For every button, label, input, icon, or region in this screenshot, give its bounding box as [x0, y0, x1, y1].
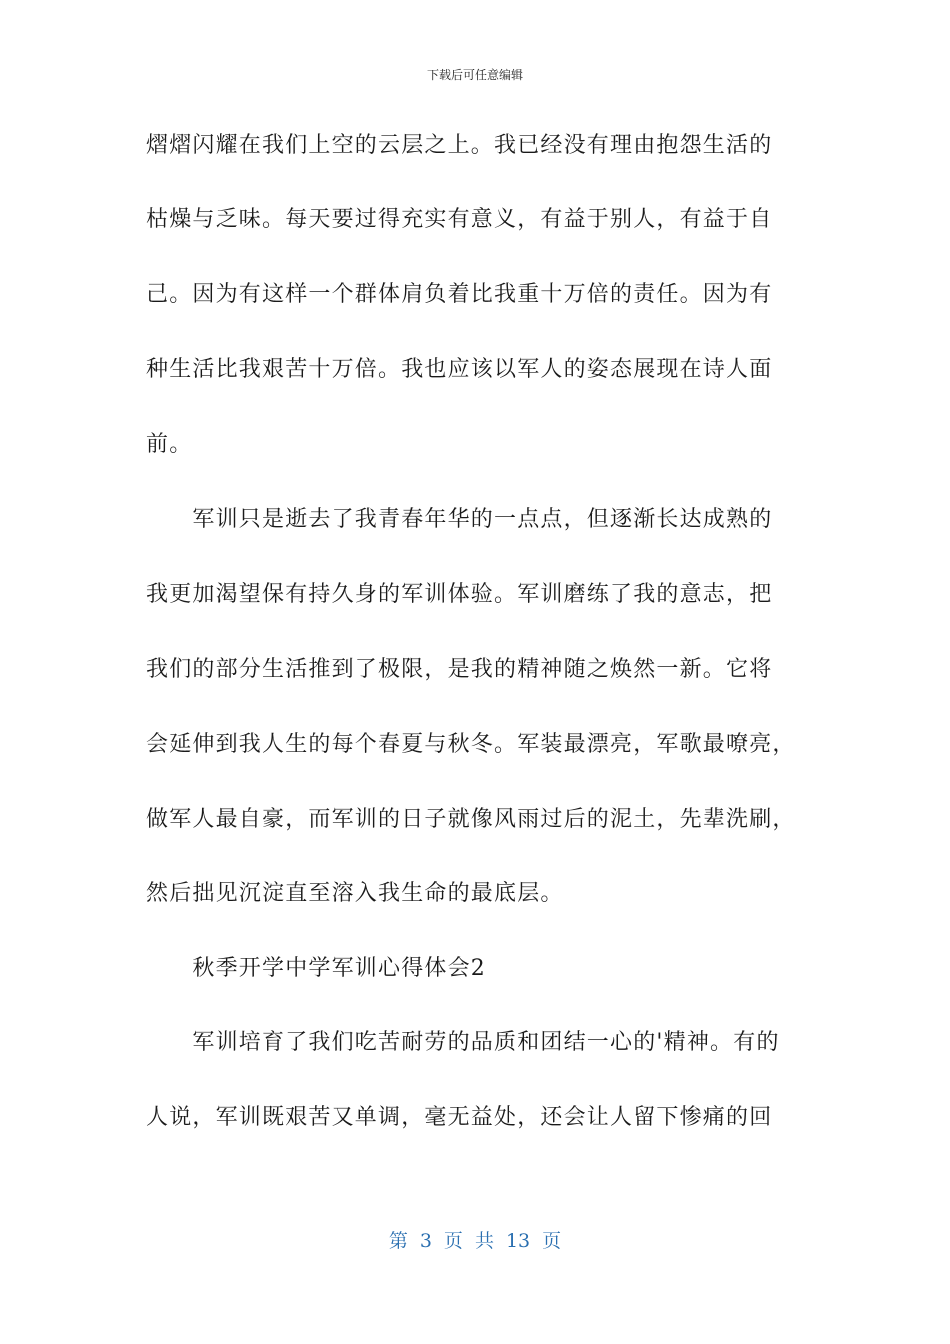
body-line: 人说，军训既艰苦又单调，毫无益处，还会让人留下惨痛的回 — [146, 1105, 773, 1130]
body-line: 军训培育了我们吃苦耐劳的品质和团结一心的'精神。有的 — [146, 1030, 780, 1055]
body-line: 熠熠闪耀在我们上空的云层之上。我已经没有理由抱怨生活的 — [146, 133, 773, 158]
body-line: 我们的部分生活推到了极限，是我的精神随之焕然一新。它将 — [146, 657, 773, 682]
body-line: 会延伸到我人生的每个春夏与秋冬。军装最漂亮，军歌最嘹亮， — [146, 732, 796, 757]
body-line: 做军人最自豪，而军训的日子就像风雨过后的泥土，先辈洗刷， — [146, 807, 796, 832]
header-note: 下载后可任意编辑 — [426, 68, 523, 82]
body-line: 种生活比我艰苦十万倍。我也应该以军人的姿态展现在诗人面 — [146, 357, 773, 382]
body-line: 然后拙见沉淀直至溶入我生命的最底层。 — [146, 881, 564, 906]
body-line: 前。 — [146, 432, 193, 457]
body-line: 我更加渴望保有持久身的军训体验。军训磨练了我的意志，把 — [146, 582, 773, 607]
current-page-number: 3 — [419, 1230, 432, 1252]
footer-suffix: 页 — [542, 1230, 562, 1252]
total-page-count: 13 — [505, 1230, 531, 1252]
body-line: 己。因为有这样一个群体肩负着比我重十万倍的责任。因为有 — [146, 282, 773, 307]
section-heading: 秋季开学中学军训心得体会2 — [146, 956, 486, 981]
page-number-footer — [0, 1226, 950, 1253]
body-line: 军训只是逝去了我青春年华的一点点，但逐渐长达成熟的 — [146, 507, 773, 532]
footer-middle: 页 共 — [443, 1230, 494, 1252]
footer-prefix: 第 — [388, 1230, 408, 1252]
body-line: 枯燥与乏味。每天要过得充实有意义，有益于别人，有益于自 — [146, 207, 773, 232]
